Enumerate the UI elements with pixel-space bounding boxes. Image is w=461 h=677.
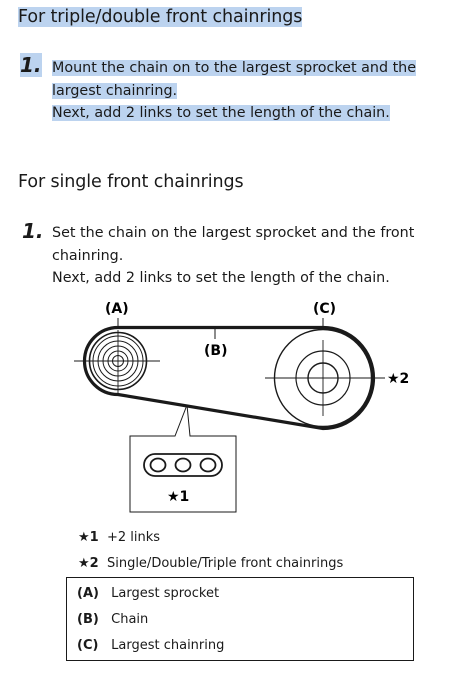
step-instructions: [52, 57, 416, 125]
chain-diagram: [0, 290, 461, 520]
label-star2: ★2: [387, 371, 410, 387]
legend-box: [66, 577, 414, 661]
legend-key: (C): [77, 638, 99, 653]
step-line: largest chainring.: [52, 82, 178, 99]
legend-row: [77, 612, 148, 627]
step-number: [20, 53, 42, 77]
step-line: Next, add 2 links to set the length of the chain.: [52, 270, 390, 286]
chainring-largest: [265, 330, 385, 427]
label-b: (B): [204, 343, 228, 359]
step-line: Mount the chain on to the largest sprocket and the: [52, 60, 417, 76]
sprocket-largest: [74, 330, 160, 396]
step-number: 1.: [22, 219, 44, 243]
section-title-triple-double: [18, 6, 302, 28]
section-title-text: For triple/double front chainrings: [18, 7, 303, 27]
step-instructions: [52, 222, 414, 290]
note-key: ★1: [78, 530, 99, 545]
legend-key: (B): [77, 612, 99, 627]
step-line: Set the chain on the largest sprocket and the front: [52, 225, 415, 241]
legend-row: [77, 586, 219, 601]
step-line: Next, add 2 links to set the length of the chain.: [52, 105, 390, 121]
note-row: [78, 555, 343, 573]
note-text: Single/Double/Triple front chainrings: [106, 556, 344, 571]
legend-row: [77, 638, 224, 653]
note-row: [78, 529, 160, 547]
note-text: +2 links: [106, 530, 161, 545]
legend-text: Largest chainring: [111, 638, 225, 653]
legend-key: (A): [77, 586, 99, 601]
step-number-text: 1.: [20, 53, 42, 77]
note-key: ★2: [78, 556, 99, 571]
section-title-single: For single front chainrings: [18, 172, 244, 192]
legend-text: Largest sprocket: [111, 586, 220, 601]
step-line: chainring.: [52, 247, 124, 264]
legend-text: Chain: [111, 612, 149, 627]
label-a: (A): [105, 301, 129, 317]
label-c: (C): [313, 301, 337, 317]
label-star1: ★1: [167, 489, 190, 505]
